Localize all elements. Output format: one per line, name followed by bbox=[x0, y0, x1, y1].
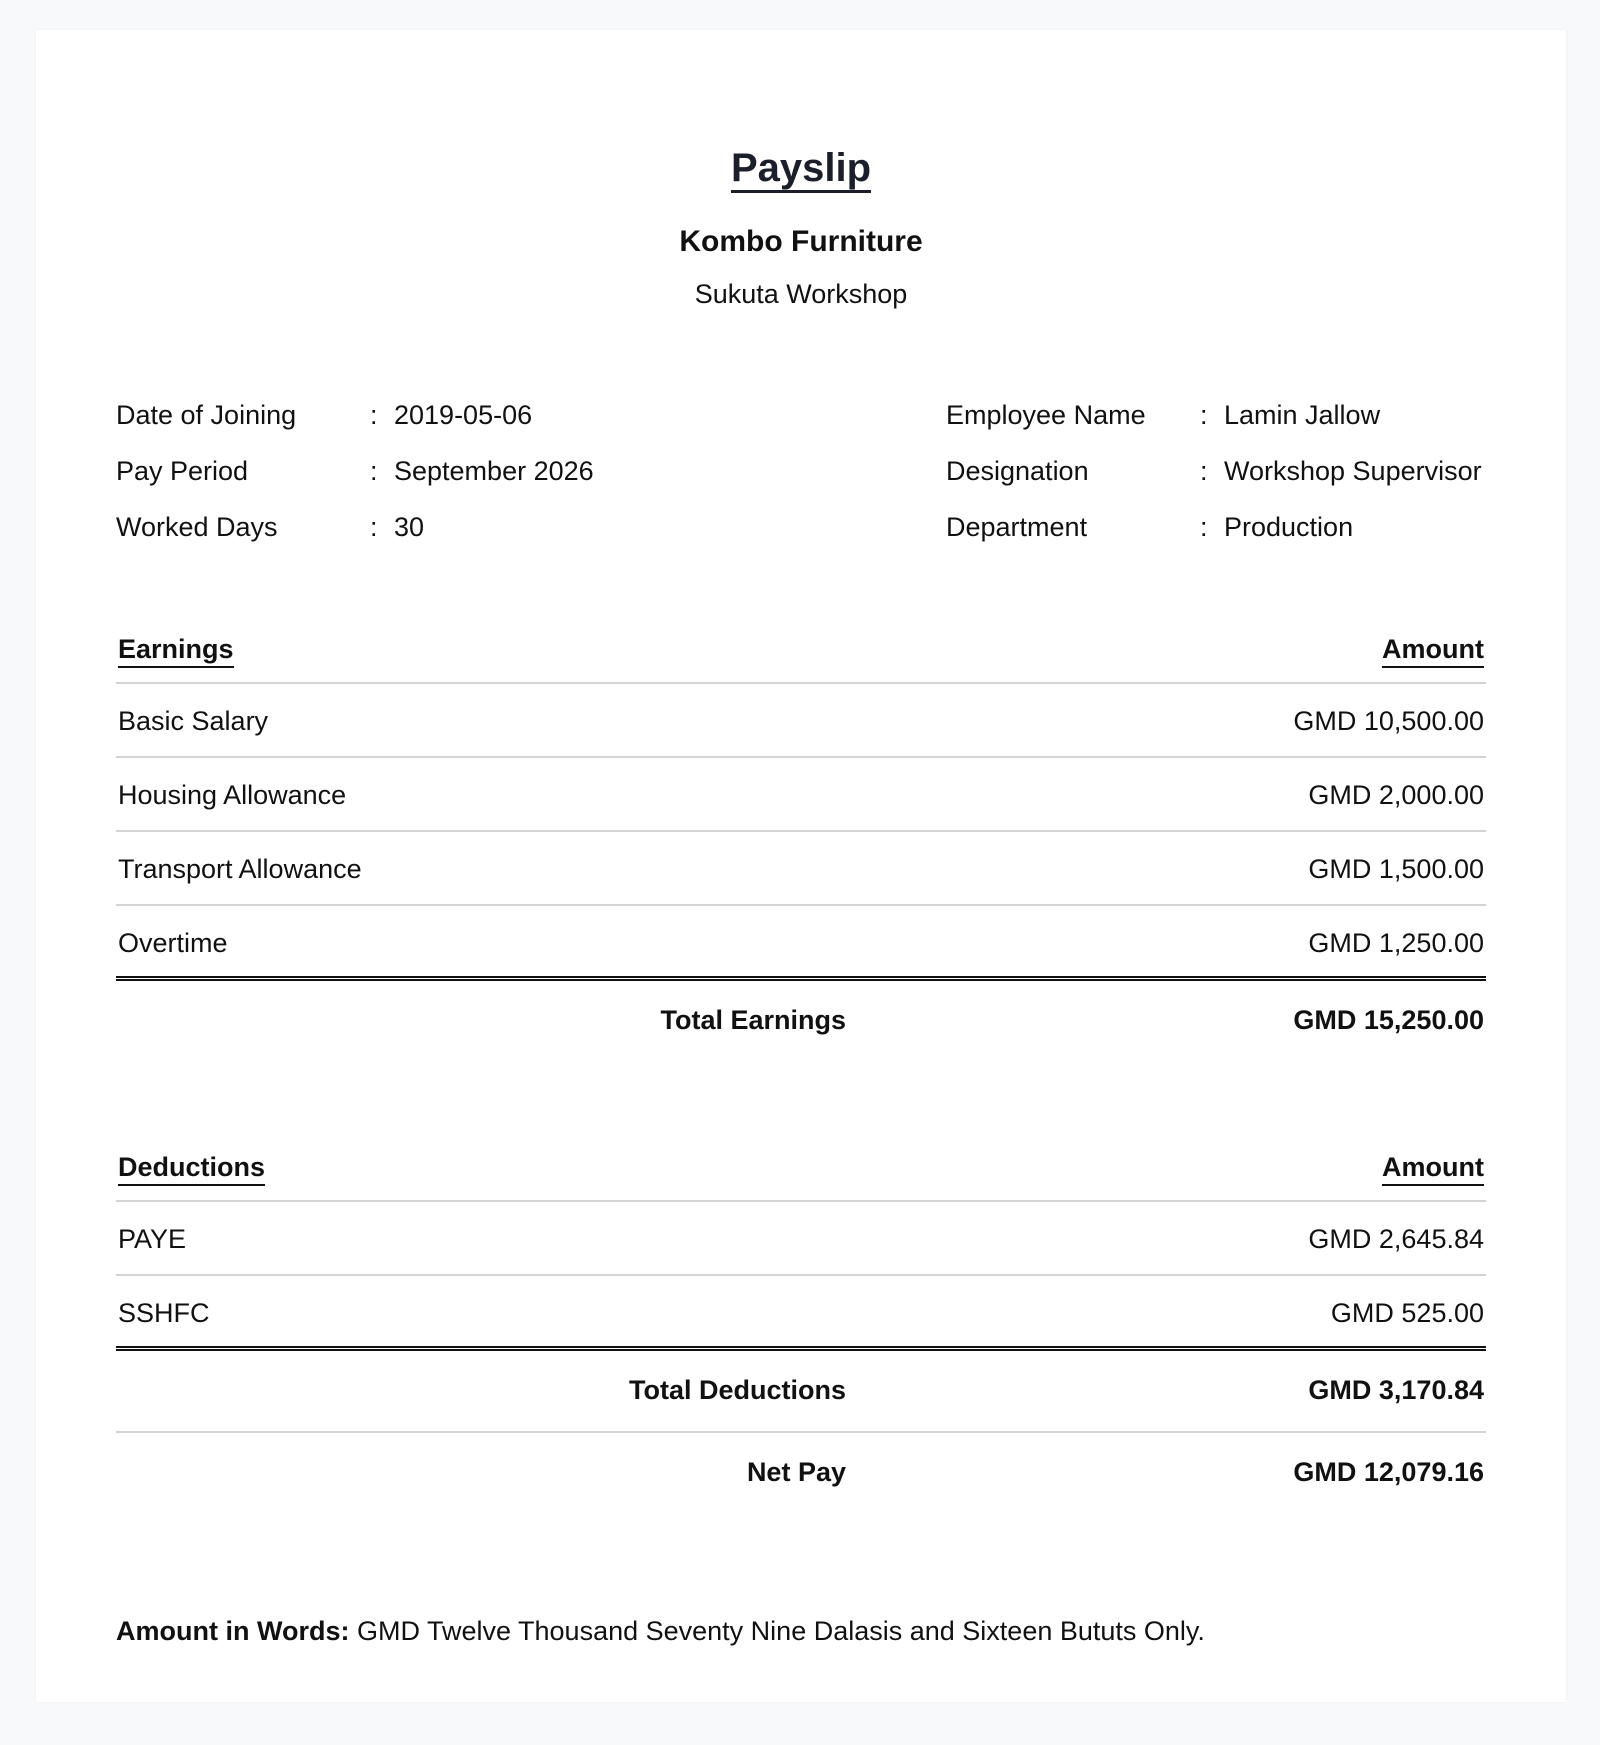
total-deductions-label: Total Deductions bbox=[628, 1375, 846, 1405]
net-pay-row bbox=[116, 1433, 1486, 1513]
info-value: 30 bbox=[394, 512, 425, 542]
row-label: Basic Salary bbox=[118, 706, 269, 736]
table-row bbox=[116, 684, 1486, 758]
earnings-header-amount: Amount bbox=[1382, 632, 1484, 668]
deductions-header-label: Deductions bbox=[118, 1150, 265, 1186]
row-label: SSHFC bbox=[118, 1298, 210, 1328]
earnings-total-row bbox=[116, 981, 1486, 1061]
table-row bbox=[116, 832, 1486, 906]
row-amount: GMD 2,000.00 bbox=[1308, 780, 1484, 810]
document-title-text: Payslip bbox=[731, 146, 871, 193]
deductions-total-row bbox=[116, 1351, 1486, 1433]
company-name: Kombo Furniture bbox=[679, 225, 923, 258]
row-label: Transport Allowance bbox=[118, 854, 362, 884]
deductions-table bbox=[116, 1144, 1486, 1513]
document-title bbox=[116, 142, 1486, 194]
info-colon: : bbox=[1200, 456, 1208, 486]
info-value: 2019-05-06 bbox=[394, 400, 533, 430]
info-label: Department bbox=[946, 512, 1088, 542]
branch-name: Sukuta Workshop bbox=[694, 279, 908, 309]
net-pay-amount: GMD 12,079.16 bbox=[1293, 1457, 1484, 1487]
info-label: Pay Period bbox=[116, 456, 249, 486]
total-earnings-label: Total Earnings bbox=[660, 1005, 846, 1035]
amount-in-words-text: GMD Twelve Thousand Seventy Nine Dalasis and Sixteen Bututs Only. bbox=[356, 1616, 1205, 1646]
deductions-header bbox=[116, 1144, 1486, 1202]
amount-in-words bbox=[116, 1613, 1205, 1649]
deductions-header-amount: Amount bbox=[1382, 1150, 1484, 1186]
info-value: Workshop Supervisor bbox=[1224, 456, 1482, 486]
amount-in-words-label: Amount in Words: bbox=[116, 1616, 350, 1646]
payslip-content bbox=[116, 30, 1486, 1702]
info-label: Employee Name bbox=[946, 400, 1146, 430]
table-row bbox=[116, 906, 1486, 981]
table-row bbox=[116, 758, 1486, 832]
earnings-table bbox=[116, 626, 1486, 1061]
row-amount: GMD 525.00 bbox=[1330, 1298, 1484, 1328]
table-row bbox=[116, 1202, 1486, 1276]
row-amount: GMD 1,500.00 bbox=[1308, 854, 1484, 884]
row-label: PAYE bbox=[118, 1224, 187, 1254]
info-colon: : bbox=[370, 456, 378, 486]
info-colon: : bbox=[370, 400, 378, 430]
info-label: Worked Days bbox=[116, 512, 278, 542]
info-value: Production bbox=[1224, 512, 1354, 542]
info-label: Date of Joining bbox=[116, 400, 297, 430]
row-label: Overtime bbox=[118, 928, 228, 958]
row-amount: GMD 10,500.00 bbox=[1293, 706, 1484, 736]
row-amount: GMD 2,645.84 bbox=[1308, 1224, 1484, 1254]
net-pay-label: Net Pay bbox=[746, 1457, 846, 1487]
info-colon: : bbox=[370, 512, 378, 542]
info-label: Designation bbox=[946, 456, 1089, 486]
earnings-header bbox=[116, 626, 1486, 684]
total-earnings-amount: GMD 15,250.00 bbox=[1293, 1005, 1484, 1035]
info-value: Lamin Jallow bbox=[1224, 400, 1381, 430]
payslip-sheet bbox=[36, 30, 1566, 1702]
row-amount: GMD 1,250.00 bbox=[1308, 928, 1484, 958]
table-row bbox=[116, 1276, 1486, 1351]
row-label: Housing Allowance bbox=[118, 780, 347, 810]
info-colon: : bbox=[1200, 512, 1208, 542]
info-value: September 2026 bbox=[394, 456, 594, 486]
info-colon: : bbox=[1200, 400, 1208, 430]
earnings-header-label: Earnings bbox=[118, 632, 234, 668]
total-deductions-amount: GMD 3,170.84 bbox=[1308, 1375, 1484, 1405]
